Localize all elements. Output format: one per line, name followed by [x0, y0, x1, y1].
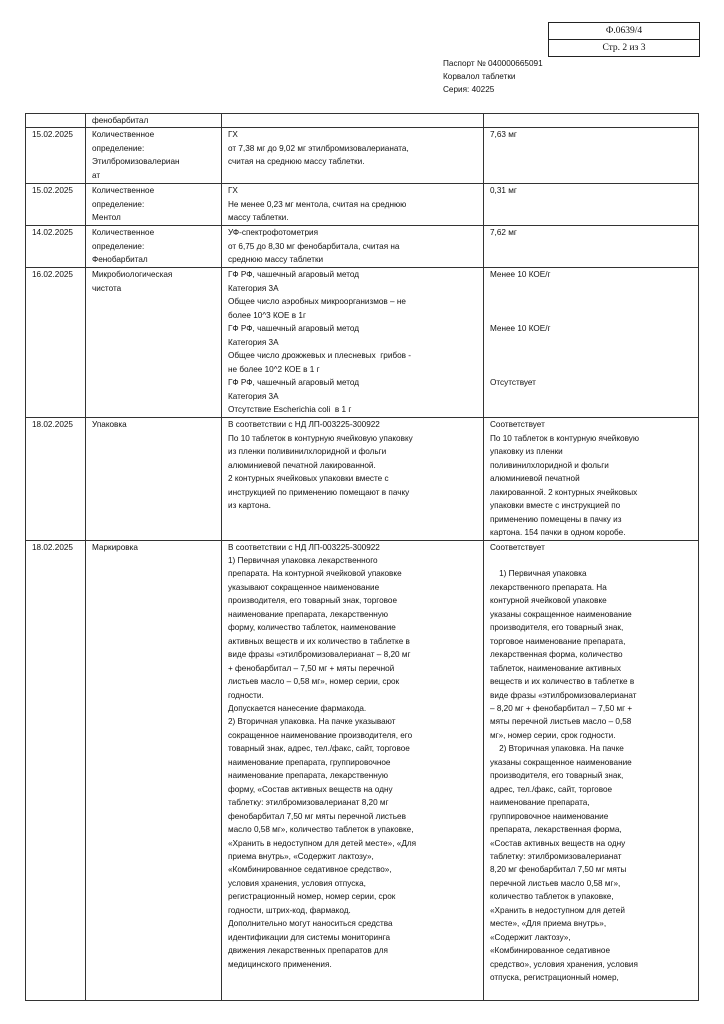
method-line: ГФ РФ, чашечный агаровый метод — [228, 270, 360, 280]
method-line: регистрационный номер, номер серии, срок — [228, 892, 396, 902]
method-line: Общее число аэробных микроорганизмов – не — [228, 297, 406, 307]
result-line: указаны сокращенное наименование — [490, 757, 632, 767]
test-cell — [86, 114, 222, 128]
result-line: контурной ячейковой упаковке — [490, 596, 607, 606]
test-line: Фенобарбитал — [92, 255, 148, 265]
result-line: «Хранить в недоступном для детей — [490, 905, 625, 915]
method-line: Общее число дрожжевых и плесневых грибов - — [228, 351, 411, 361]
result-line: По 10 таблеток в контурную ячейковую — [490, 433, 640, 443]
date-cell: 14.02.2025 — [26, 226, 86, 268]
method-line: препарата. На контурной ячейковой упаковке — [228, 569, 402, 579]
method-line: среднюю массу таблетки — [228, 255, 324, 265]
method-line: Дополнительно могут наноситься средства — [228, 919, 393, 929]
method-line: «Хранить в недоступном для детей месте», «Для — [228, 838, 417, 848]
result-line: производителя, его товарный знак, — [490, 623, 624, 633]
result-line: 1) Первичная упаковка — [490, 569, 587, 579]
date-cell: 18.02.2025 — [26, 418, 86, 540]
test-cell — [86, 268, 222, 418]
date-cell: 18.02.2025 — [26, 540, 86, 1000]
result-line — [490, 554, 695, 567]
method-line: форму, «Состав активных веществ на одну — [228, 784, 393, 794]
page-number: Стр. 2 из 3 — [549, 39, 699, 56]
result-line: мяты перечной листьев масло – 0,58 — [490, 717, 632, 727]
method-line — [228, 114, 480, 127]
result-line: – 8,20 мг + фенобарбитал – 7,50 мг + — [490, 703, 633, 713]
test-line: фенобарбитал — [92, 116, 149, 125]
method-cell — [222, 418, 484, 540]
test-line: ат — [92, 170, 101, 180]
method-line: «Комбинированное седативное средство», — [228, 865, 392, 875]
result-line: мг», номер серии, срок годности. — [490, 730, 616, 740]
date-cell: 16.02.2025 — [26, 268, 86, 418]
test-cell — [86, 184, 222, 226]
result-line — [490, 349, 695, 362]
result-line: «Содержит лактозу», — [490, 932, 571, 942]
method-line: сокращенное наименование производителя, его — [228, 730, 413, 740]
result-line: лекарственного препарата. На — [490, 582, 607, 592]
method-line: годности, штрих-код, фармакод. — [228, 905, 351, 915]
method-line: Категория 3А — [228, 337, 279, 347]
method-line: товарный знак, адрес, тел./факс, сайт, торговое — [228, 744, 410, 754]
result-line — [490, 363, 695, 376]
test-line: определение: — [92, 241, 145, 251]
method-line: Отсутствие Escherichia coli в 1 г — [228, 404, 352, 414]
result-line: 2) Вторичная упаковка. На пачке — [490, 744, 624, 754]
test-results-table — [25, 113, 699, 1001]
method-line: таблетку: этилбромизовалерианат 8,20 мг — [228, 798, 389, 808]
result-cell — [484, 540, 699, 1000]
method-cell — [222, 226, 484, 268]
method-line: ГФ РФ, чашечный агаровый метод — [228, 378, 360, 388]
method-line: Допускается нанесение фармакода. — [228, 703, 367, 713]
method-line: считая на среднюю массу таблетки. — [228, 157, 365, 167]
result-line — [490, 282, 695, 295]
result-line: адрес, тел./факс, сайт, торговое — [490, 784, 613, 794]
method-line: движения лекарственных препаратов для — [228, 946, 388, 956]
test-line: Упаковка — [92, 420, 127, 430]
result-line: отпуска, регистрационный номер, — [490, 973, 619, 983]
method-line: указывают сокращенное наименование — [228, 582, 380, 592]
test-line: Количественное — [92, 130, 155, 140]
method-line: ГХ — [228, 186, 238, 196]
form-code: Ф.0639/4 — [605, 26, 643, 36]
method-cell — [222, 184, 484, 226]
method-line: фенобарбитал 7,50 мг мяты перечной листьев — [228, 811, 406, 821]
table-row — [26, 268, 699, 418]
method-line: от 6,75 до 8,30 мг фенобарбитала, считая на — [228, 241, 400, 251]
result-line: производителя, его товарный знак, — [490, 771, 624, 781]
result-cell — [484, 128, 699, 184]
result-line: Менее 10 КОЕ/г — [490, 270, 551, 280]
result-line: Отсутствует — [490, 378, 536, 388]
result-line: Соответствует — [490, 420, 545, 430]
method-line: + фенобарбитал – 7,50 мг + мяты перечной — [228, 663, 395, 673]
result-line: алюминиевой печатной — [490, 474, 580, 484]
method-line: приема внутрь», «Содержит лактозу», — [228, 851, 374, 861]
test-line: Количественное — [92, 186, 155, 196]
test-line: Этилбромизовалериан — [92, 157, 180, 167]
method-line: В соответствии с НД ЛП-003225-300922 — [228, 420, 380, 430]
result-line: перечной листьев масло 0,58 мг», — [490, 878, 621, 888]
result-line — [490, 114, 695, 127]
method-line: 1) Первичная упаковка лекарственного — [228, 555, 378, 565]
product-name: Корвалол таблетки — [443, 72, 516, 81]
result-line: применению помещены в пачку из — [490, 514, 622, 524]
result-line: торговое наименование препарата, — [490, 636, 626, 646]
result-line: средство», условия хранения, условия — [490, 959, 638, 969]
result-line: Менее 10 КОЕ/г — [490, 324, 551, 334]
method-line: массу таблетки. — [228, 213, 289, 223]
test-line: определение: — [92, 143, 145, 153]
result-line: 8,20 мг фенобарбитал 7,50 мг мяты — [490, 865, 627, 875]
method-line: Категория 3А — [228, 283, 279, 293]
method-line: 2) Вторичная упаковка. На пачке указывают — [228, 717, 396, 727]
passport-number: Паспорт № 040000665091 — [443, 59, 543, 68]
result-cell — [484, 226, 699, 268]
test-line: чистота — [92, 283, 122, 293]
test-line: Количественное — [92, 228, 155, 238]
method-line: более 10^3 КОЕ в 1г — [228, 310, 306, 320]
passport-header — [443, 57, 543, 96]
result-cell — [484, 114, 699, 128]
test-line: определение: — [92, 199, 145, 209]
form-code-box — [548, 22, 700, 57]
result-line: таблетку: этилбромизовалерианат — [490, 851, 622, 861]
result-line: 7,63 мг — [490, 130, 517, 140]
result-line: указаны сокращенное наименование — [490, 609, 632, 619]
method-line: активных веществ и их количество в таблетке в — [228, 636, 410, 646]
result-cell — [484, 268, 699, 418]
result-line: Соответствует — [490, 542, 545, 552]
table-row — [26, 128, 699, 184]
result-line: 0,31 мг — [490, 186, 517, 196]
result-line: наименование препарата, — [490, 798, 590, 808]
date-cell: 15.02.2025 — [26, 128, 86, 184]
date-cell — [26, 114, 86, 128]
result-line: веществ и их количество в таблетке в — [490, 677, 635, 687]
method-line: не более 10^2 КОЕ в 1 г — [228, 364, 320, 374]
table-row — [26, 114, 699, 128]
method-line: Категория 3А — [228, 391, 279, 401]
result-line: «Комбинированное седативное — [490, 946, 611, 956]
method-cell — [222, 540, 484, 1000]
result-line: количество таблеток в упаковке, — [490, 892, 614, 902]
method-line: листьев масло – 0,58 мг», номер серии, срок — [228, 677, 400, 687]
method-line: производителя, его товарный знак, торговое — [228, 596, 398, 606]
table-row — [26, 184, 699, 226]
result-line: картона. 154 пачки в одном коробе. — [490, 528, 626, 538]
test-cell — [86, 128, 222, 184]
result-line: препарата, лекарственная форма, — [490, 825, 622, 835]
result-line: таблеток, наименование активных — [490, 663, 621, 673]
series-number: Серия: 40225 — [443, 85, 495, 94]
method-line: медицинского применения. — [228, 959, 332, 969]
result-cell — [484, 184, 699, 226]
table-row — [26, 540, 699, 1000]
method-cell — [222, 114, 484, 128]
method-line: из картона. — [228, 501, 271, 511]
result-line — [490, 336, 695, 349]
method-line: инструкцией по применению помещают в пачку — [228, 487, 410, 497]
result-line — [490, 295, 695, 308]
result-line: упаковку из пленки — [490, 447, 563, 457]
method-cell — [222, 128, 484, 184]
result-line: группировочное наименование — [490, 811, 609, 821]
result-line: поливинилхлоридной и фольги — [490, 460, 609, 470]
result-line: «Состав активных веществ на одну — [490, 838, 626, 848]
method-line: УФ-спектрофотометрия — [228, 228, 319, 238]
test-cell — [86, 418, 222, 540]
test-line: Микробиологическая — [92, 270, 173, 280]
method-line: наименование препарата, лекарственную — [228, 609, 388, 619]
test-cell — [86, 540, 222, 1000]
method-line: 2 контурных ячейковых упаковки вместе с — [228, 474, 389, 484]
method-line: виде фразы «этилбромизовалерианат – 8,20 мг — [228, 650, 411, 660]
result-line: упаковки вместе с инструкцией по — [490, 501, 621, 511]
method-line: ГХ — [228, 130, 238, 140]
method-cell — [222, 268, 484, 418]
table-row — [26, 418, 699, 540]
method-line: ГФ РФ, чашечный агаровый метод — [228, 324, 360, 334]
result-line — [490, 309, 695, 322]
test-line: Ментол — [92, 213, 121, 223]
result-line: лакированной. 2 контурных ячейковых — [490, 487, 638, 497]
test-line: Маркировка — [92, 542, 138, 552]
method-line: идентификации для системы мониторинга — [228, 932, 391, 942]
method-line: Не менее 0,23 мг ментола, считая на среднюю — [228, 199, 407, 209]
test-cell — [86, 226, 222, 268]
result-line: месте», «Для приема внутрь», — [490, 919, 607, 929]
date-cell: 15.02.2025 — [26, 184, 86, 226]
method-line: от 7,38 мг до 9,02 мг этилбромизовалерианата, — [228, 143, 409, 153]
method-line: наименование препарата, группировочное — [228, 757, 391, 767]
method-line: алюминиевой печатной лакированной. — [228, 460, 376, 470]
method-line: наименование препарата, лекарственную — [228, 771, 388, 781]
method-line: условия хранения, условия отпуска, — [228, 878, 366, 888]
result-line: лекарственная форма, количество — [490, 650, 623, 660]
result-line: виде фразы «этилбромизовалерианат — [490, 690, 637, 700]
method-line: годности. — [228, 690, 264, 700]
result-line: 7,62 мг — [490, 228, 517, 238]
result-cell — [484, 418, 699, 540]
method-line: из пленки поливинилхлоридной и фольги — [228, 447, 387, 457]
table-row — [26, 226, 699, 268]
method-line: В соответствии с НД ЛП-003225-300922 — [228, 542, 380, 552]
method-line: форму, количество таблеток, наименование — [228, 623, 396, 633]
method-line: По 10 таблеток в контурную ячейковую упаковку — [228, 433, 413, 443]
method-line: масло 0,58 мг», количество таблеток в упаковке, — [228, 825, 414, 835]
